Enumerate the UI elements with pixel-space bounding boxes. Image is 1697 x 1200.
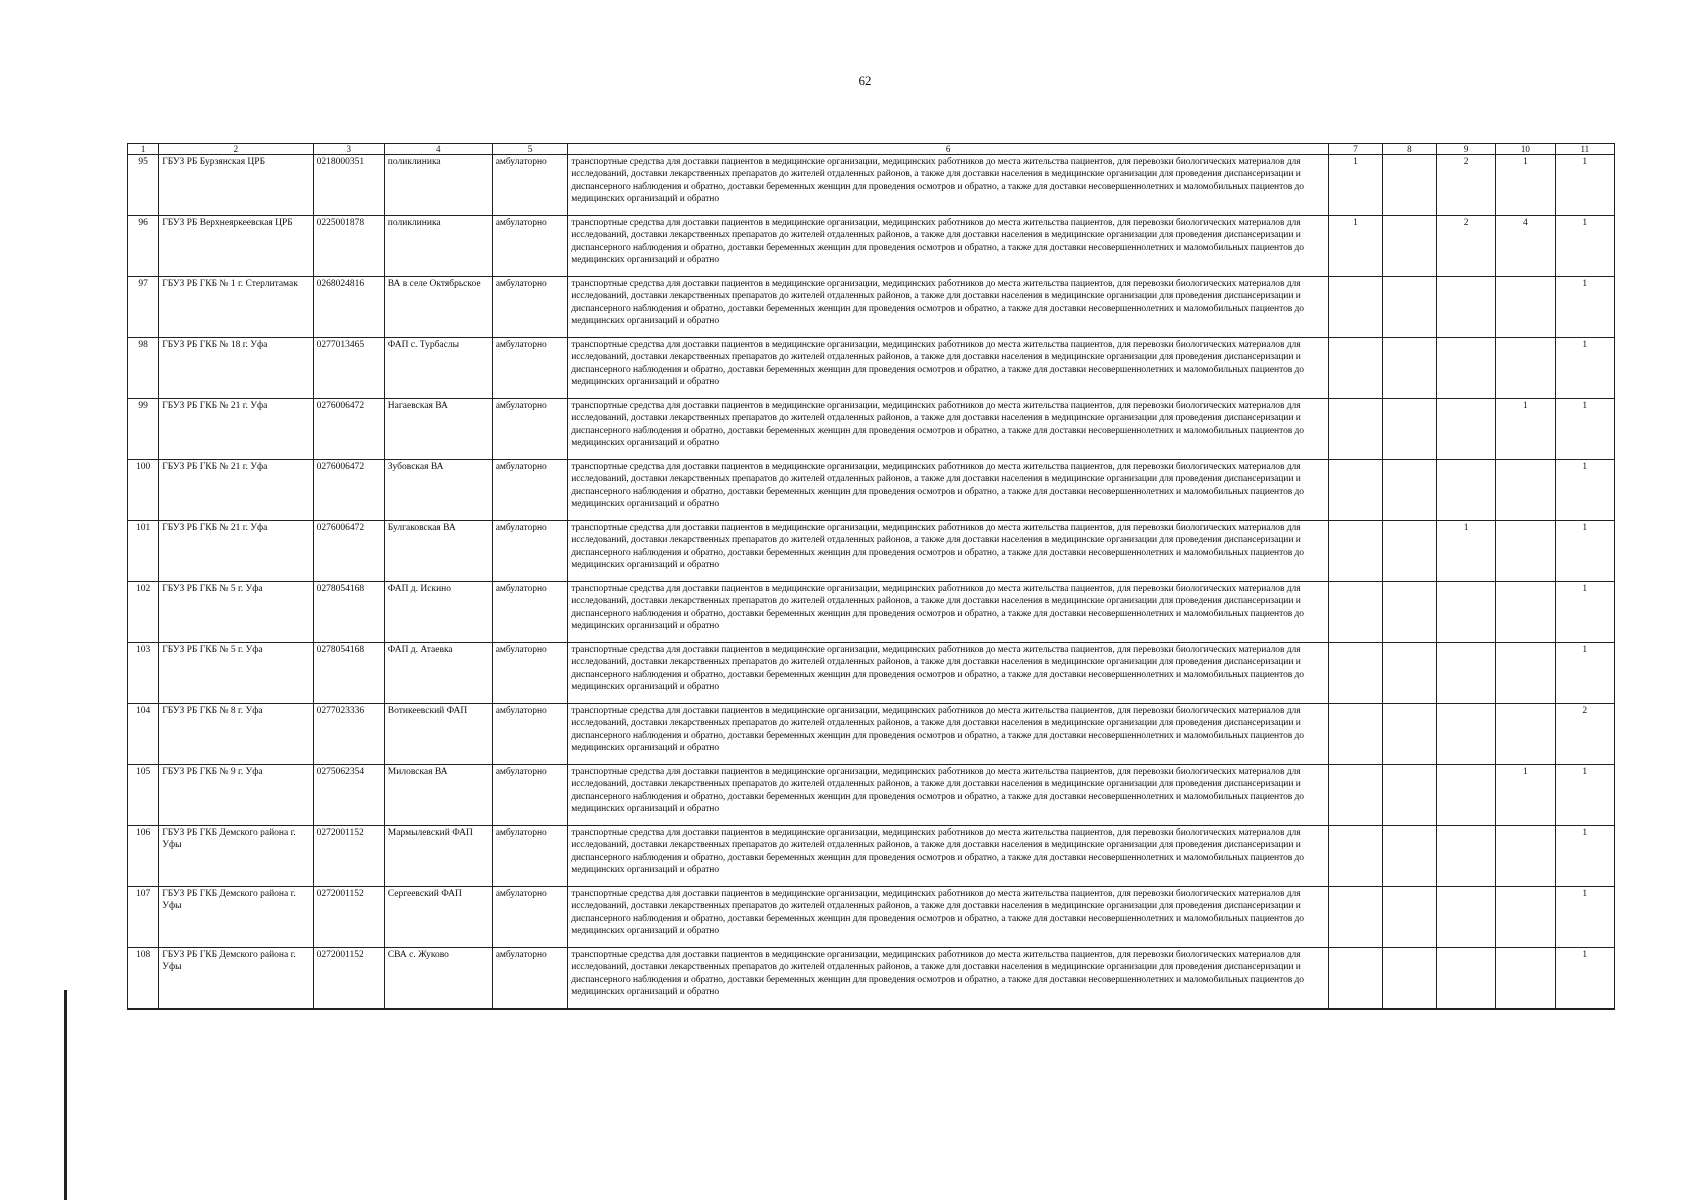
count-col-8	[1382, 643, 1436, 704]
count-col-8	[1382, 277, 1436, 338]
row-number: 100	[128, 460, 159, 521]
binding-margin-line	[64, 990, 67, 1200]
inn-code: 0277023336	[313, 704, 384, 765]
row-number: 106	[128, 826, 159, 887]
table-row	[128, 704, 1615, 765]
facility-unit: Миловская ВА	[384, 765, 492, 826]
table-row	[128, 826, 1615, 887]
count-col-8	[1382, 155, 1436, 216]
organization-name: ГБУЗ РБ ГКБ № 21 г. Уфа	[159, 460, 313, 521]
care-form: амбулаторно	[492, 521, 568, 582]
count-col-11: 1	[1555, 460, 1614, 521]
column-number-header-row	[128, 144, 1615, 155]
inn-code: 0278054168	[313, 582, 384, 643]
organization-name: ГБУЗ РБ ГКБ № 18 г. Уфа	[159, 338, 313, 399]
count-col-11: 1	[1555, 948, 1614, 1009]
facility-unit: Зубовская ВА	[384, 460, 492, 521]
care-form: амбулаторно	[492, 765, 568, 826]
count-col-7	[1328, 582, 1382, 643]
count-col-8	[1382, 765, 1436, 826]
transport-purpose: транспортные средства для доставки пациентов в медицинские организации, медицинских работников до места жительства пациентов, для перевозки биологических материалов для исследований, доставки лекарственных препаратов до жителей отдаленных районов, а также для доставки населения в медицинские организации для проведения диспансеризации и диспансерного наблюдения и обратно, доставки беременных женщин для проведения осмотров и обратно, а также для доставки несовершеннолетних и маломобильных пациентов до медицинских организаций и обратно	[568, 216, 1329, 277]
inn-code: 0225001878	[313, 216, 384, 277]
count-col-9	[1436, 765, 1495, 826]
count-col-9	[1436, 826, 1495, 887]
table-row	[128, 399, 1615, 460]
count-col-11: 1	[1555, 216, 1614, 277]
facility-unit: ФАП д. Искино	[384, 582, 492, 643]
transport-purpose: транспортные средства для доставки пациентов в медицинские организации, медицинских работников до места жительства пациентов, для перевозки биологических материалов для исследований, доставки лекарственных препаратов до жителей отдаленных районов, а также для доставки населения в медицинские организации для проведения диспансеризации и диспансерного наблюдения и обратно, доставки беременных женщин для проведения осмотров и обратно, а также для доставки несовершеннолетних и маломобильных пациентов до медицинских организаций и обратно	[568, 643, 1329, 704]
count-col-11: 1	[1555, 521, 1614, 582]
care-form: амбулаторно	[492, 826, 568, 887]
organization-name: ГБУЗ РБ ГКБ № 8 г. Уфа	[159, 704, 313, 765]
organization-name: ГБУЗ РБ ГКБ № 1 г. Стерлитамак	[159, 277, 313, 338]
count-col-11: 1	[1555, 643, 1614, 704]
transport-purpose: транспортные средства для доставки пациентов в медицинские организации, медицинских работников до места жительства пациентов, для перевозки биологических материалов для исследований, доставки лекарственных препаратов до жителей отдаленных районов, а также для доставки населения в медицинские организации для проведения диспансеризации и диспансерного наблюдения и обратно, доставки беременных женщин для проведения осмотров и обратно, а также для доставки несовершеннолетних и маломобильных пациентов до медицинских организаций и обратно	[568, 460, 1329, 521]
facility-unit: Сергеевский ФАП	[384, 887, 492, 948]
row-number: 96	[128, 216, 159, 277]
table-row	[128, 582, 1615, 643]
count-col-10	[1496, 887, 1555, 948]
column-header-2: 2	[159, 144, 313, 155]
count-col-11: 1	[1555, 155, 1614, 216]
count-col-11: 1	[1555, 582, 1614, 643]
care-form: амбулаторно	[492, 216, 568, 277]
count-col-9	[1436, 460, 1495, 521]
table-body	[128, 155, 1615, 1009]
count-col-10: 1	[1496, 155, 1555, 216]
transport-purpose: транспортные средства для доставки пациентов в медицинские организации, медицинских работников до места жительства пациентов, для перевозки биологических материалов для исследований, доставки лекарственных препаратов до жителей отдаленных районов, а также для доставки населения в медицинские организации для проведения диспансеризации и диспансерного наблюдения и обратно, доставки беременных женщин для проведения осмотров и обратно, а также для доставки несовершеннолетних и маломобильных пациентов до медицинских организаций и обратно	[568, 338, 1329, 399]
care-form: амбулаторно	[492, 887, 568, 948]
table-row	[128, 155, 1615, 216]
row-number: 107	[128, 887, 159, 948]
count-col-8	[1382, 948, 1436, 1009]
count-col-9: 2	[1436, 155, 1495, 216]
count-col-10	[1496, 460, 1555, 521]
count-col-10	[1496, 948, 1555, 1009]
row-number: 98	[128, 338, 159, 399]
count-col-9	[1436, 277, 1495, 338]
count-col-7	[1328, 704, 1382, 765]
transport-purpose: транспортные средства для доставки пациентов в медицинские организации, медицинских работников до места жительства пациентов, для перевозки биологических материалов для исследований, доставки лекарственных препаратов до жителей отдаленных районов, а также для доставки населения в медицинские организации для проведения диспансеризации и диспансерного наблюдения и обратно, доставки беременных женщин для проведения осмотров и обратно, а также для доставки несовершеннолетних и маломобильных пациентов до медицинских организаций и обратно	[568, 399, 1329, 460]
count-col-8	[1382, 582, 1436, 643]
row-number: 105	[128, 765, 159, 826]
table-row	[128, 277, 1615, 338]
organization-name: ГБУЗ РБ ГКБ Демского района г. Уфы	[159, 948, 313, 1009]
column-header-1: 1	[128, 144, 159, 155]
count-col-10	[1496, 643, 1555, 704]
care-form: амбулаторно	[492, 704, 568, 765]
organization-name: ГБУЗ РБ ГКБ № 9 г. Уфа	[159, 765, 313, 826]
count-col-9	[1436, 582, 1495, 643]
count-col-10: 1	[1496, 765, 1555, 826]
column-header-3: 3	[313, 144, 384, 155]
transport-purpose: транспортные средства для доставки пациентов в медицинские организации, медицинских работников до места жительства пациентов, для перевозки биологических материалов для исследований, доставки лекарственных препаратов до жителей отдаленных районов, а также для доставки населения в медицинские организации для проведения диспансеризации и диспансерного наблюдения и обратно, доставки беременных женщин для проведения осмотров и обратно, а также для доставки несовершеннолетних и маломобильных пациентов до медицинских организаций и обратно	[568, 582, 1329, 643]
facility-unit: ФАП д. Атаевка	[384, 643, 492, 704]
count-col-7	[1328, 826, 1382, 887]
column-header-5: 5	[492, 144, 568, 155]
facility-unit: Булгаковская ВА	[384, 521, 492, 582]
organization-name: ГБУЗ РБ ГКБ № 21 г. Уфа	[159, 521, 313, 582]
care-form: амбулаторно	[492, 460, 568, 521]
row-number: 97	[128, 277, 159, 338]
count-col-10	[1496, 277, 1555, 338]
organization-name: ГБУЗ РБ ГКБ № 21 г. Уфа	[159, 399, 313, 460]
inn-code: 0218000351	[313, 155, 384, 216]
count-col-11: 1	[1555, 277, 1614, 338]
organization-name: ГБУЗ РБ ГКБ № 5 г. Уфа	[159, 643, 313, 704]
count-col-9	[1436, 887, 1495, 948]
inn-code: 0272001152	[313, 826, 384, 887]
count-col-10	[1496, 521, 1555, 582]
count-col-10	[1496, 338, 1555, 399]
row-number: 95	[128, 155, 159, 216]
care-form: амбулаторно	[492, 155, 568, 216]
table-row	[128, 887, 1615, 948]
count-col-9	[1436, 643, 1495, 704]
count-col-11: 1	[1555, 338, 1614, 399]
facility-unit: Мармылевский ФАП	[384, 826, 492, 887]
count-col-10	[1496, 704, 1555, 765]
facility-unit: Нагаевская ВА	[384, 399, 492, 460]
transport-purpose: транспортные средства для доставки пациентов в медицинские организации, медицинских работников до места жительства пациентов, для перевозки биологических материалов для исследований, доставки лекарственных препаратов до жителей отдаленных районов, а также для доставки населения в медицинские организации для проведения диспансеризации и диспансерного наблюдения и обратно, доставки беременных женщин для проведения осмотров и обратно, а также для доставки несовершеннолетних и маломобильных пациентов до медицинских организаций и обратно	[568, 704, 1329, 765]
transport-purpose: транспортные средства для доставки пациентов в медицинские организации, медицинских работников до места жительства пациентов, для перевозки биологических материалов для исследований, доставки лекарственных препаратов до жителей отдаленных районов, а также для доставки населения в медицинские организации для проведения диспансеризации и диспансерного наблюдения и обратно, доставки беременных женщин для проведения осмотров и обратно, а также для доставки несовершеннолетних и маломобильных пациентов до медицинских организаций и обратно	[568, 155, 1329, 216]
inn-code: 0272001152	[313, 887, 384, 948]
count-col-9	[1436, 399, 1495, 460]
count-col-7	[1328, 521, 1382, 582]
count-col-10: 4	[1496, 216, 1555, 277]
count-col-11: 1	[1555, 765, 1614, 826]
care-form: амбулаторно	[492, 948, 568, 1009]
care-form: амбулаторно	[492, 643, 568, 704]
transport-purpose: транспортные средства для доставки пациентов в медицинские организации, медицинских работников до места жительства пациентов, для перевозки биологических материалов для исследований, доставки лекарственных препаратов до жителей отдаленных районов, а также для доставки населения в медицинские организации для проведения диспансеризации и диспансерного наблюдения и обратно, доставки беременных женщин для проведения осмотров и обратно, а также для доставки несовершеннолетних и маломобильных пациентов до медицинских организаций и обратно	[568, 887, 1329, 948]
row-number: 101	[128, 521, 159, 582]
organization-name: ГБУЗ РБ Верхнеяркеевская ЦРБ	[159, 216, 313, 277]
organization-name: ГБУЗ РБ ГКБ № 5 г. Уфа	[159, 582, 313, 643]
transport-purpose: транспортные средства для доставки пациентов в медицинские организации, медицинских работников до места жительства пациентов, для перевозки биологических материалов для исследований, доставки лекарственных препаратов до жителей отдаленных районов, а также для доставки населения в медицинские организации для проведения диспансеризации и диспансерного наблюдения и обратно, доставки беременных женщин для проведения осмотров и обратно, а также для доставки несовершеннолетних и маломобильных пациентов до медицинских организаций и обратно	[568, 826, 1329, 887]
inn-code: 0277013465	[313, 338, 384, 399]
inn-code: 0275062354	[313, 765, 384, 826]
table-row	[128, 765, 1615, 826]
count-col-10	[1496, 582, 1555, 643]
facility-unit: поликлиника	[384, 216, 492, 277]
count-col-8	[1382, 338, 1436, 399]
transport-purpose: транспортные средства для доставки пациентов в медицинские организации, медицинских работников до места жительства пациентов, для перевозки биологических материалов для исследований, доставки лекарственных препаратов до жителей отдаленных районов, а также для доставки населения в медицинские организации для проведения диспансеризации и диспансерного наблюдения и обратно, доставки беременных женщин для проведения осмотров и обратно, а также для доставки несовершеннолетних и маломобильных пациентов до медицинских организаций и обратно	[568, 521, 1329, 582]
count-col-8	[1382, 521, 1436, 582]
facility-unit: СВА с. Жуково	[384, 948, 492, 1009]
care-form: амбулаторно	[492, 338, 568, 399]
count-col-9: 2	[1436, 216, 1495, 277]
facility-unit: ФАП с. Турбаслы	[384, 338, 492, 399]
transport-register-table	[127, 143, 1615, 1010]
table-row	[128, 521, 1615, 582]
inn-code: 0278054168	[313, 643, 384, 704]
table-row	[128, 643, 1615, 704]
column-header-10: 10	[1496, 144, 1555, 155]
row-number: 99	[128, 399, 159, 460]
column-header-7: 7	[1328, 144, 1382, 155]
count-col-10: 1	[1496, 399, 1555, 460]
care-form: амбулаторно	[492, 399, 568, 460]
table-row	[128, 216, 1615, 277]
inn-code: 0272001152	[313, 948, 384, 1009]
inn-code: 0276006472	[313, 521, 384, 582]
column-header-6: 6	[568, 144, 1329, 155]
count-col-8	[1382, 216, 1436, 277]
inn-code: 0276006472	[313, 399, 384, 460]
transport-purpose: транспортные средства для доставки пациентов в медицинские организации, медицинских работников до места жительства пациентов, для перевозки биологических материалов для исследований, доставки лекарственных препаратов до жителей отдаленных районов, а также для доставки населения в медицинские организации для проведения диспансеризации и диспансерного наблюдения и обратно, доставки беременных женщин для проведения осмотров и обратно, а также для доставки несовершеннолетних и маломобильных пациентов до медицинских организаций и обратно	[568, 277, 1329, 338]
count-col-8	[1382, 826, 1436, 887]
count-col-11: 1	[1555, 826, 1614, 887]
column-header-4: 4	[384, 144, 492, 155]
column-header-11: 11	[1555, 144, 1614, 155]
count-col-7	[1328, 643, 1382, 704]
count-col-7: 1	[1328, 155, 1382, 216]
transport-purpose: транспортные средства для доставки пациентов в медицинские организации, медицинских работников до места жительства пациентов, для перевозки биологических материалов для исследований, доставки лекарственных препаратов до жителей отдаленных районов, а также для доставки населения в медицинские организации для проведения диспансеризации и диспансерного наблюдения и обратно, доставки беременных женщин для проведения осмотров и обратно, а также для доставки несовершеннолетних и маломобильных пациентов до медицинских организаций и обратно	[568, 948, 1329, 1009]
count-col-8	[1382, 399, 1436, 460]
table-row	[128, 338, 1615, 399]
count-col-7	[1328, 460, 1382, 521]
count-col-9	[1436, 704, 1495, 765]
table-row	[128, 948, 1615, 1009]
organization-name: ГБУЗ РБ ГКБ Демского района г. Уфы	[159, 826, 313, 887]
count-col-7: 1	[1328, 216, 1382, 277]
organization-name: ГБУЗ РБ ГКБ Демского района г. Уфы	[159, 887, 313, 948]
inn-code: 0268024816	[313, 277, 384, 338]
facility-unit: ВА в селе Октябрьское	[384, 277, 492, 338]
facility-unit: поликлиника	[384, 155, 492, 216]
row-number: 104	[128, 704, 159, 765]
column-header-9: 9	[1436, 144, 1495, 155]
count-col-11: 2	[1555, 704, 1614, 765]
page-number: 62	[858, 73, 872, 88]
count-col-7	[1328, 399, 1382, 460]
count-col-8	[1382, 704, 1436, 765]
count-col-8	[1382, 887, 1436, 948]
count-col-7	[1328, 338, 1382, 399]
row-number: 103	[128, 643, 159, 704]
count-col-11: 1	[1555, 887, 1614, 948]
care-form: амбулаторно	[492, 582, 568, 643]
count-col-9: 1	[1436, 521, 1495, 582]
count-col-7	[1328, 948, 1382, 1009]
count-col-9	[1436, 948, 1495, 1009]
count-col-7	[1328, 765, 1382, 826]
count-col-7	[1328, 277, 1382, 338]
count-col-8	[1382, 460, 1436, 521]
count-col-11: 1	[1555, 399, 1614, 460]
table-row	[128, 460, 1615, 521]
column-header-8: 8	[1382, 144, 1436, 155]
facility-unit: Вотикеевский ФАП	[384, 704, 492, 765]
organization-name: ГБУЗ РБ Бурзянская ЦРБ	[159, 155, 313, 216]
row-number: 108	[128, 948, 159, 1009]
transport-purpose: транспортные средства для доставки пациентов в медицинские организации, медицинских работников до места жительства пациентов, для перевозки биологических материалов для исследований, доставки лекарственных препаратов до жителей отдаленных районов, а также для доставки населения в медицинские организации для проведения диспансеризации и диспансерного наблюдения и обратно, доставки беременных женщин для проведения осмотров и обратно, а также для доставки несовершеннолетних и маломобильных пациентов до медицинских организаций и обратно	[568, 765, 1329, 826]
row-number: 102	[128, 582, 159, 643]
count-col-9	[1436, 338, 1495, 399]
count-col-10	[1496, 826, 1555, 887]
inn-code: 0276006472	[313, 460, 384, 521]
care-form: амбулаторно	[492, 277, 568, 338]
count-col-7	[1328, 887, 1382, 948]
